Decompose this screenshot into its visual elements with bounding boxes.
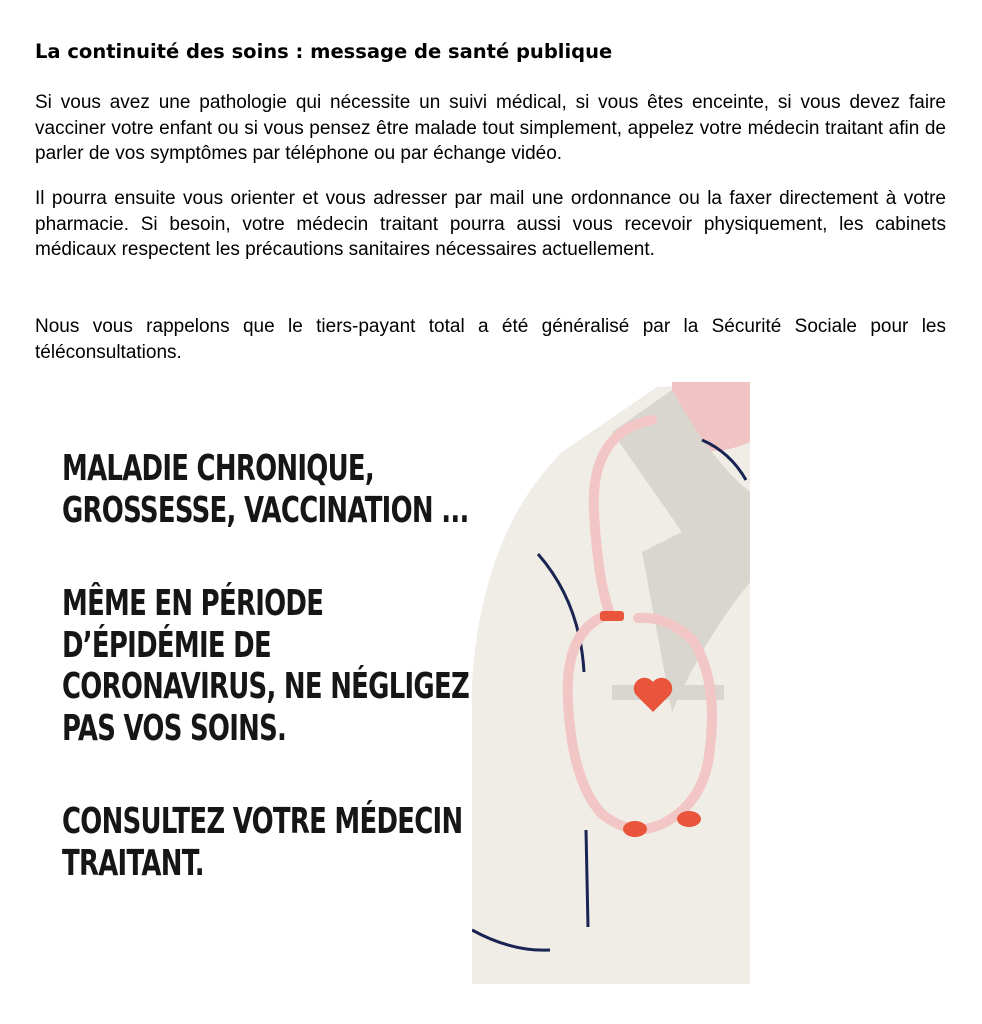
doctor-illustration [472,382,750,984]
poster-message [62,448,470,884]
poster-line: D’ÉPIDÉMIE DE [62,624,271,666]
poster-line: GROSSESSE, VACCINATION ... [62,489,469,531]
poster-line: CONSULTEZ VOTRE MÉDECIN [62,801,463,842]
poster-spacer [62,749,400,801]
poster-line: TRAITANT. [62,842,204,884]
poster-line: MÊME EN PÉRIODE [62,583,324,624]
poster-line: CORONAVIRUS, NE NÉGLIGEZ [62,666,470,707]
paragraph-1: Si vous avez une pathologie qui nécessite un suivi médical, si vous êtes enceinte, si vous devez faire vacciner votre enfant ou si vous pensez être malade tout simplement, appelez votre médecin traitant afin de parler de vos symptômes par téléphone ou par échange vidéo. [35,92,946,164]
poster-spacer [62,531,400,583]
paragraph-3: Nous vous rappelons que le tiers-payant total a été généralisé par la Sécurité Sociale pour les téléconsultations. [35,316,946,363]
page-title: La continuité des soins : message de santé publique [35,40,613,63]
paragraph-2: Il pourra ensuite vous orienter et vous adresser par mail une ordonnance ou la faxer directement à votre pharmacie. Si besoin, votre médecin traitant pourra aussi vous recevoir physiquement, les cabinets médicaux respectent les précautions sanitaires nécessaires actuellement. [35,188,946,260]
poster-line: MALADIE CHRONIQUE, [62,448,375,489]
poster-line: PAS VOS SOINS. [62,707,287,749]
